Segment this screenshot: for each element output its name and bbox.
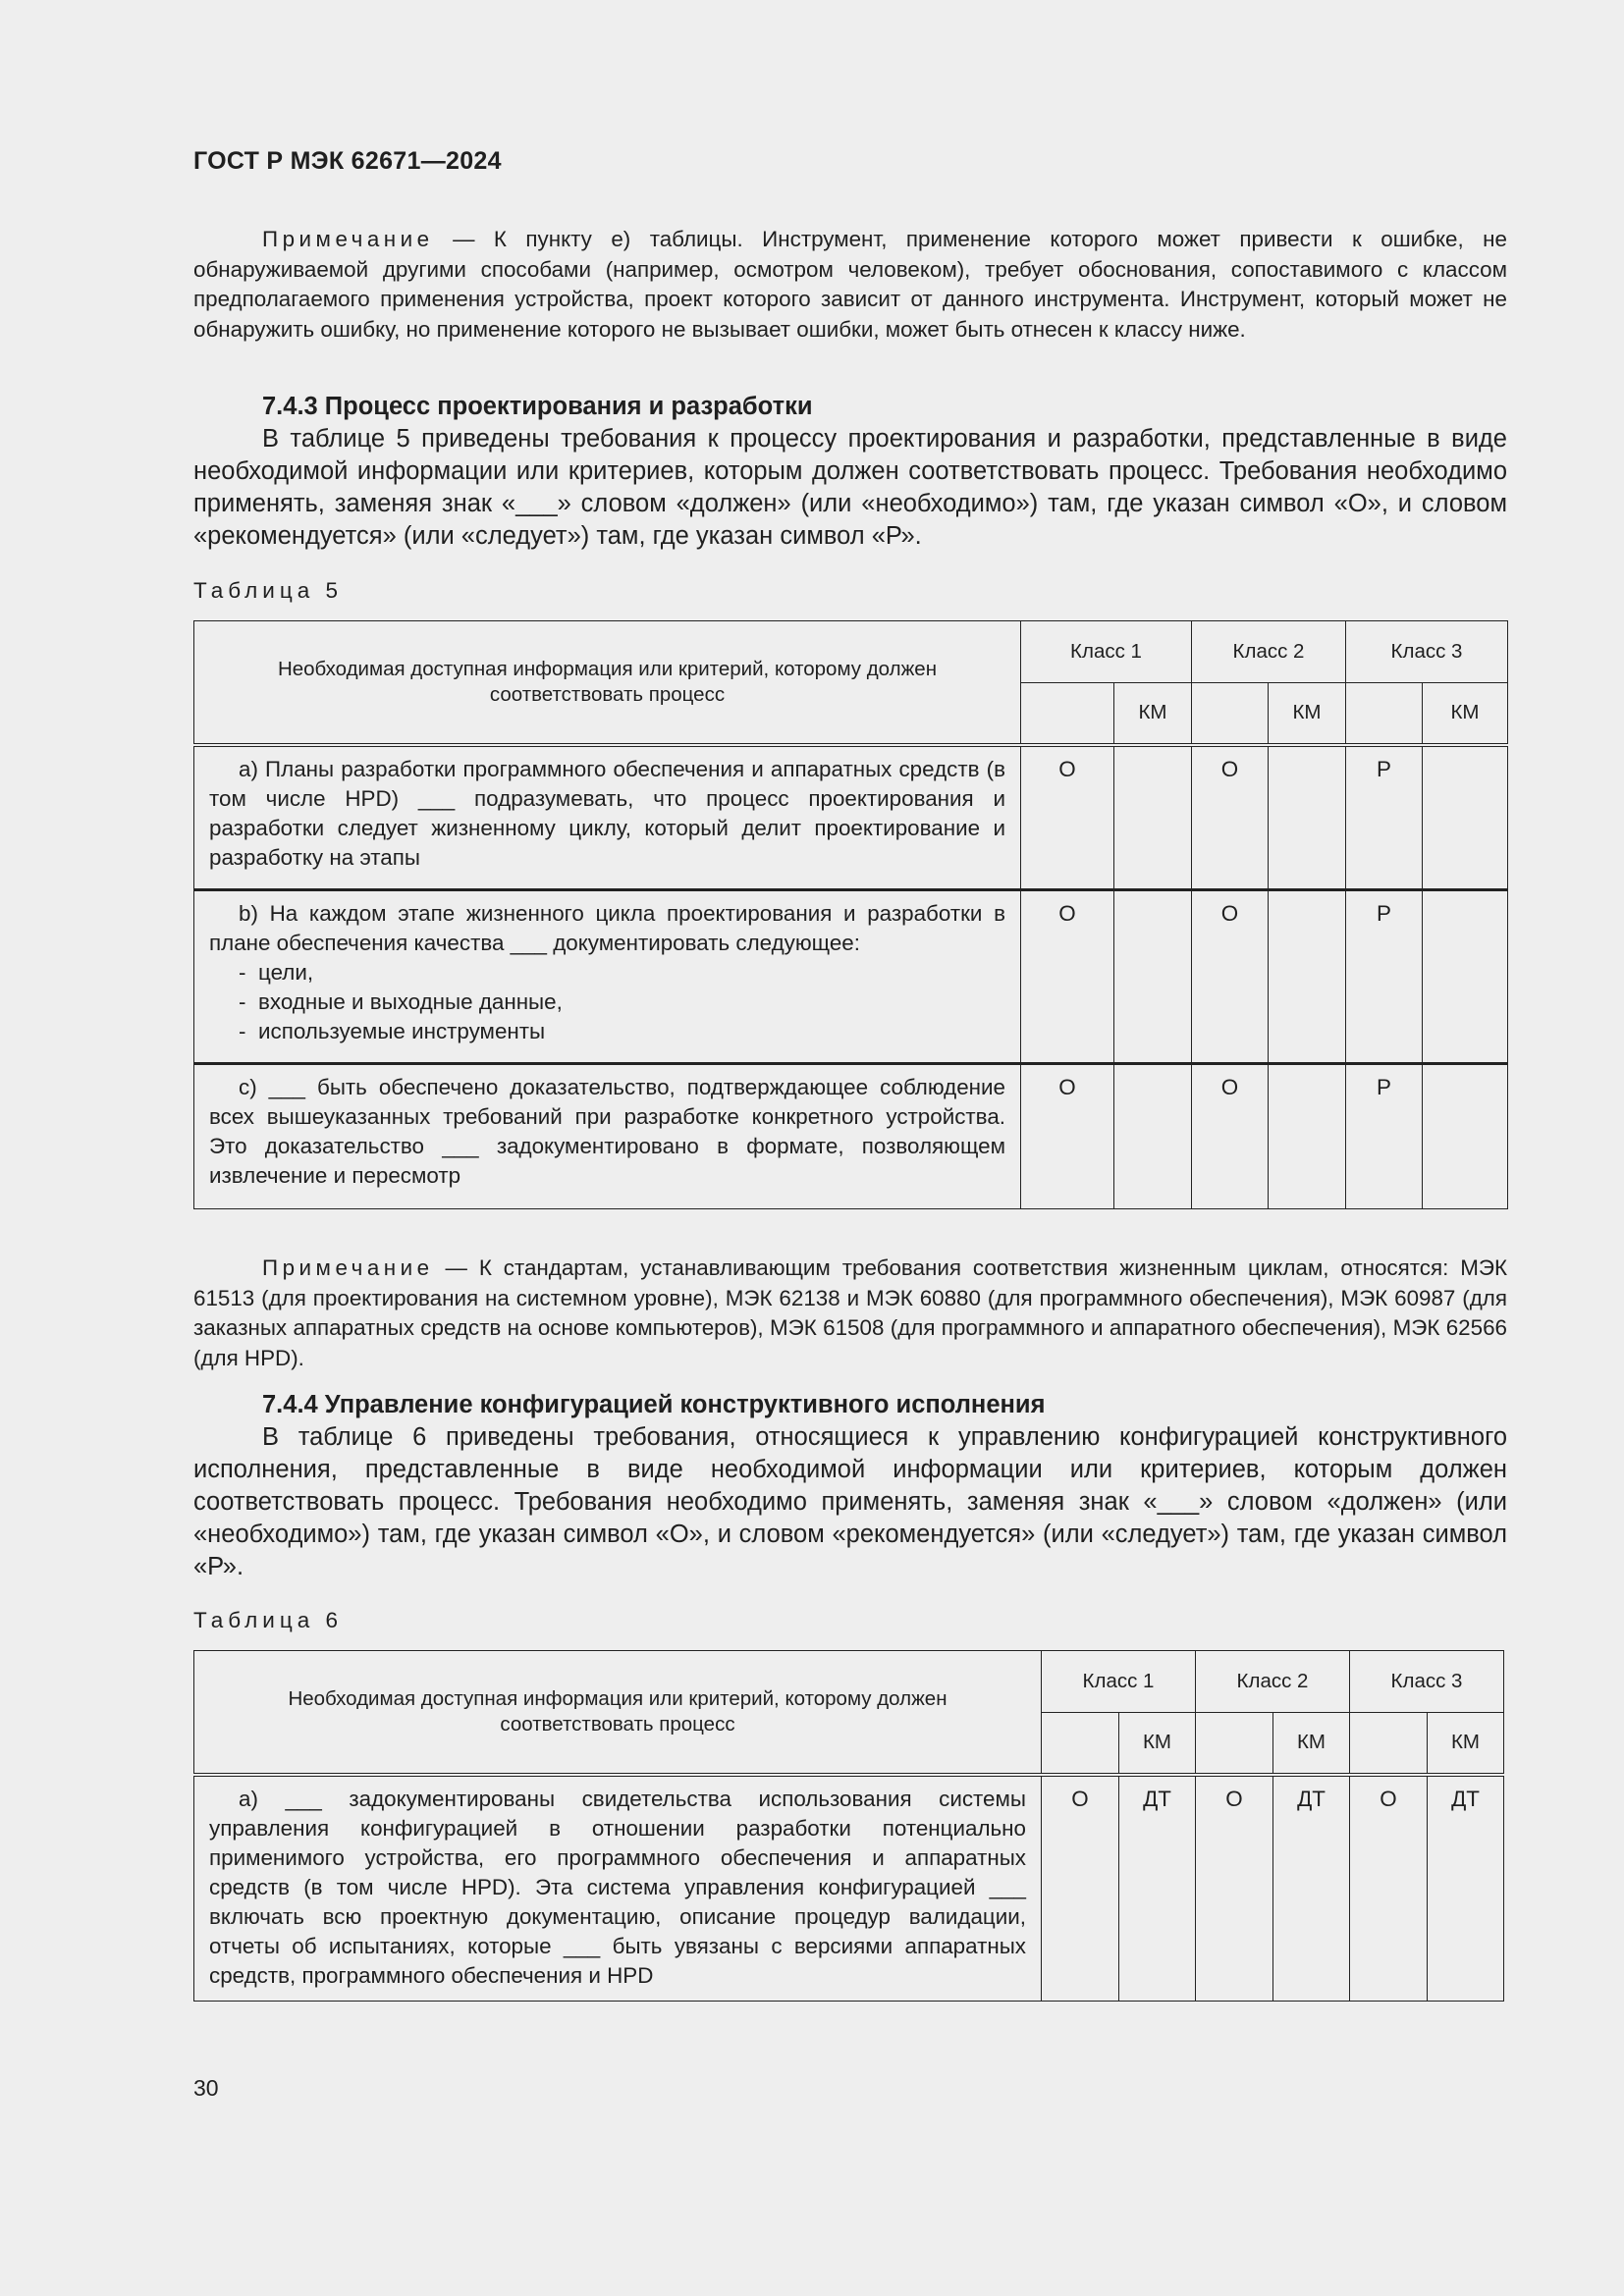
note-2-label: Примечание (262, 1255, 434, 1280)
mark-cell: ДТ (1428, 1775, 1504, 2002)
mark-cell (1269, 890, 1346, 1064)
requirement-a: a) ___ задокументированы свидетельства использования системы управления конфигурацией в отношении разработки потенциально применимого устройства, его программного обеспечения и аппаратных средств (в том числе HPD). Эта система управления конфигурацией ___ включать всю проектную документацию, описание процедур валидации, отчеты об испытаниях, которые ___ быть увязаны с версиями аппаратных средств, программного обеспечения и HPD (194, 1775, 1042, 2002)
mark-cell: О (1021, 1064, 1114, 1209)
class-2-km-subheader: КМ (1273, 1713, 1350, 1775)
table-5 (193, 620, 1508, 1209)
note-1 (193, 225, 1507, 345)
class-3-km-subheader: КМ (1423, 683, 1508, 745)
mark-cell (1114, 1064, 1192, 1209)
table-row (194, 745, 1508, 890)
mark-cell: О (1192, 1064, 1269, 1209)
requirement-a: a) Планы разработки программного обеспечения и аппаратных средств (в том числе HPD) ___ подразумевать, что процесс проектирования и разработки следует жизненному циклу, который делит проектирование и разработку на этапы (194, 745, 1021, 890)
class-3-header: Класс 3 (1346, 621, 1508, 683)
note-1-label: Примечание (262, 227, 434, 251)
mark-cell: О (1350, 1775, 1428, 2002)
class-2-blank-subheader (1196, 1713, 1273, 1775)
section-7-4-3-heading: 7.4.3 Процесс проектирования и разработки (262, 393, 813, 420)
requirement-b-list (209, 958, 1005, 1046)
mark-cell: О (1192, 890, 1269, 1064)
class-1-header: Класс 1 (1042, 1651, 1196, 1713)
class-2-blank-subheader (1192, 683, 1269, 745)
mark-cell: ДТ (1119, 1775, 1196, 2002)
list-item: - используемые инструменты (239, 1017, 1005, 1046)
list-item: - входные и выходные данные, (239, 988, 1005, 1017)
note-2-text: — К стандартам, устанавливающим требования соответствия жизненным циклам, относятся: МЭК 61513 (для проектирования на системном уровне), МЭК 62138 и МЭК 60880 (для программного обеспечения), МЭК 60987 (для заказных аппаратных средств на основе компьютеров), МЭК 61508 (для программного и аппаратного обеспечения), МЭК 62566 (для HPD). (193, 1255, 1507, 1370)
class-3-km-subheader: КМ (1428, 1713, 1504, 1775)
class-3-blank-subheader (1350, 1713, 1428, 1775)
criteria-header: Необходимая доступная информация или критерий, которому должен соответствовать процесс (194, 1651, 1042, 1775)
mark-cell (1423, 1064, 1508, 1209)
mark-cell (1423, 890, 1508, 1064)
mark-cell: О (1021, 890, 1114, 1064)
note-1-text: — К пункту e) таблицы. Инструмент, применение которого может привести к ошибке, не обнаруживаемой другими способами (например, осмотром человеком), требует обоснования, сопоставимого с классом предполагаемого применения устройства, проект которого зависит от данного инструмента. Инструмент, который может не обнаружить ошибку, но применение которого не вызывает ошибки, может быть отнесен к классу ниже. (193, 227, 1507, 342)
mark-cell (1423, 745, 1508, 890)
class-2-header: Класс 2 (1196, 1651, 1350, 1713)
table-row (194, 1064, 1508, 1209)
requirement-c: c) ___ быть обеспечено доказательство, подтверждающее соблюдение всех вышеуказанных требований при разработке конкретного устройства. Это доказательство ___ задокументировано в формате, позволяющем извлечение и пересмотр (194, 1064, 1021, 1209)
class-2-header: Класс 2 (1192, 621, 1346, 683)
mark-cell: О (1192, 745, 1269, 890)
list-item: - цели, (239, 958, 1005, 988)
class-1-header: Класс 1 (1021, 621, 1192, 683)
mark-cell (1269, 745, 1346, 890)
section-7-4-4 (193, 1389, 1507, 1583)
page-number: 30 (193, 2075, 219, 2101)
mark-cell: О (1196, 1775, 1273, 2002)
mark-cell: Р (1346, 1064, 1423, 1209)
section-7-4-4-paragraph: В таблице 6 приведены требования, относящиеся к управлению конфигурацией конструктивного исполнения, представленные в виде необходимой информации или критериев, которым должен соответствовать процесс. Требования необходимо применять, заменяя знак «___» словом «должен» (или «необходимо») там, где указан символ «О», и словом «рекомендуется» (или «следует») там, где указан символ «Р». (193, 1423, 1507, 1580)
requirement-b: b) На каждом этапе жизненного цикла проектирования и разработки в плане обеспечения качества ___ документировать следующее: - цели, - входные и выходные данные, - используемые инструменты (194, 890, 1021, 1064)
mark-cell (1269, 1064, 1346, 1209)
class-1-km-subheader: КМ (1114, 683, 1192, 745)
class-3-blank-subheader (1346, 683, 1423, 745)
note-2 (193, 1254, 1507, 1373)
class-1-blank-subheader (1042, 1713, 1119, 1775)
table-5-label: Таблица 5 (193, 578, 343, 603)
class-1-km-subheader: КМ (1119, 1713, 1196, 1775)
document-code: ГОСТ Р МЭК 62671—2024 (193, 147, 502, 175)
class-2-km-subheader: КМ (1269, 683, 1346, 745)
section-7-4-3 (193, 391, 1507, 553)
table-6-label: Таблица 6 (193, 1608, 343, 1632)
section-7-4-4-heading: 7.4.4 Управление конфигурацией конструктивного исполнения (262, 1391, 1046, 1418)
mark-cell: О (1042, 1775, 1119, 2002)
mark-cell: ДТ (1273, 1775, 1350, 2002)
table-6 (193, 1650, 1504, 2002)
class-1-blank-subheader (1021, 683, 1114, 745)
mark-cell (1114, 890, 1192, 1064)
mark-cell (1114, 745, 1192, 890)
section-7-4-3-paragraph: В таблице 5 приведены требования к процессу проектирования и разработки, представленные в виде необходимой информации или критериев, которым должен соответствовать процесс. Требования необходимо применять, заменяя знак «___» словом «должен» (или «необходимо») там, где указан символ «О», и словом «рекомендуется» (или «следует») там, где указан символ «Р». (193, 425, 1507, 550)
criteria-header: Необходимая доступная информация или критерий, которому должен соответствовать процесс (194, 621, 1021, 745)
mark-cell: Р (1346, 890, 1423, 1064)
mark-cell: Р (1346, 745, 1423, 890)
table-row (194, 890, 1508, 1064)
mark-cell: О (1021, 745, 1114, 890)
class-3-header: Класс 3 (1350, 1651, 1504, 1713)
table-row (194, 1775, 1504, 2002)
